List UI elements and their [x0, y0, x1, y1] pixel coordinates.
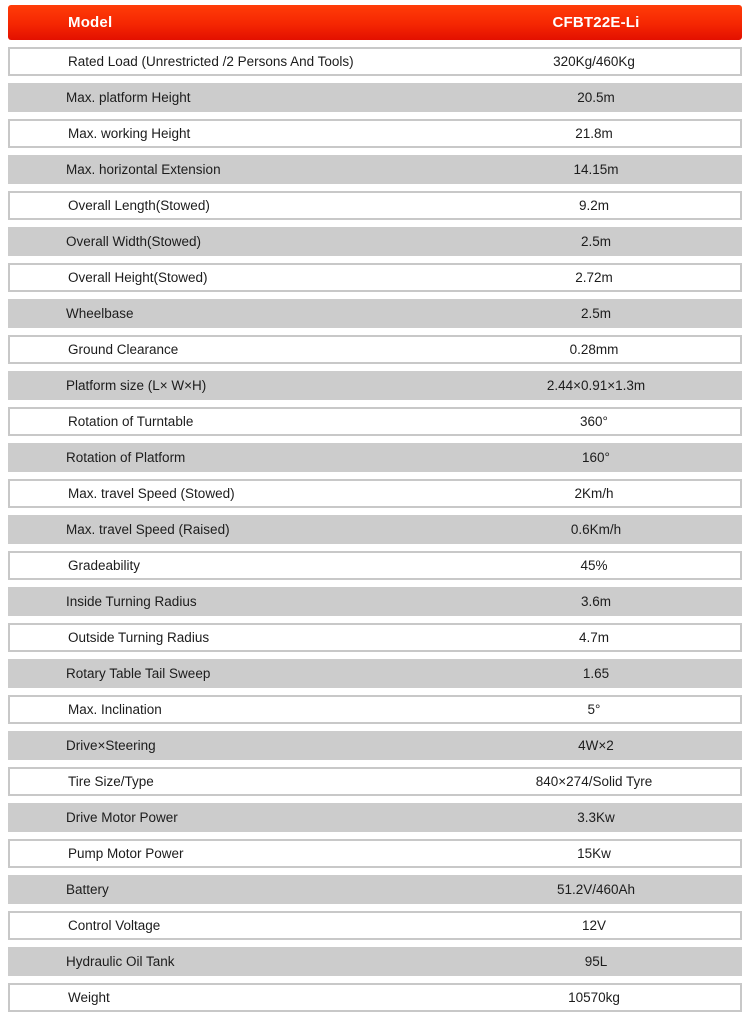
spec-label: Ground Clearance [68, 342, 179, 357]
spec-label: Wheelbase [66, 306, 134, 321]
spec-value: 20.5m [577, 90, 615, 105]
spec-row [8, 767, 742, 796]
spec-label: Max. working Height [68, 126, 191, 141]
spec-label: Control Voltage [68, 918, 161, 933]
model-header-label: Model [68, 14, 113, 31]
spec-row [8, 695, 742, 724]
spec-value: 51.2V/460Ah [556, 882, 636, 897]
spec-label: Drive Motor Power [66, 810, 178, 825]
spec-label: Rated Load (Unrestricted /2 Persons And Tools) [68, 54, 354, 69]
spec-row [8, 875, 742, 904]
spec-value: 320Kg/460Kg [553, 54, 635, 69]
spec-label: Gradeability [68, 558, 141, 573]
spec-row [8, 947, 742, 976]
spec-value: 0.28mm [569, 342, 619, 357]
spec-label: Max. Inclination [68, 702, 162, 717]
spec-value: 5° [587, 702, 601, 717]
spec-value: 2.5m [580, 306, 611, 321]
spec-value: 3.6m [580, 594, 611, 609]
spec-label: Overall Height(Stowed) [68, 270, 208, 285]
spec-row [8, 83, 742, 112]
spec-label: Outside Turning Radius [68, 630, 210, 645]
spec-value: 3.3Kw [577, 810, 615, 825]
spec-row [8, 371, 742, 400]
spec-value: 9.2m [578, 198, 609, 213]
spec-label: Weight [68, 990, 110, 1005]
model-header-value: CFBT22E-Li [552, 14, 640, 31]
spec-label: Max. travel Speed (Raised) [66, 522, 230, 537]
spec-row [8, 803, 742, 832]
spec-row [8, 551, 742, 580]
spec-value: 160° [582, 450, 610, 465]
spec-value: 14.15m [573, 162, 619, 177]
spec-label: Rotation of Platform [66, 450, 186, 465]
spec-value: 2.5m [580, 234, 611, 249]
spec-value: 15Kw [577, 846, 611, 861]
spec-value: 45% [580, 558, 608, 573]
spec-label: Rotary Table Tail Sweep [66, 666, 211, 681]
spec-row [8, 191, 742, 220]
spec-label: Overall Width(Stowed) [66, 234, 202, 249]
spec-label: Tire Size/Type [68, 774, 154, 789]
spec-value: 12V [581, 918, 607, 933]
spec-label: Overall Length(Stowed) [68, 198, 210, 213]
spec-value: 360° [580, 414, 608, 429]
spec-label: Max. platform Height [66, 90, 191, 105]
spec-row [8, 263, 742, 292]
spec-row [8, 515, 742, 544]
spec-label: Battery [66, 882, 109, 897]
spec-value: 4.7m [578, 630, 609, 645]
spec-row [8, 227, 742, 256]
spec-row [8, 119, 742, 148]
spec-label: Platform size (L× W×H) [66, 378, 207, 393]
spec-row [8, 839, 742, 868]
spec-row [8, 659, 742, 688]
spec-label: Pump Motor Power [68, 846, 184, 861]
spec-value: 0.6Km/h [570, 522, 622, 537]
spec-row [8, 623, 742, 652]
spec-label: Drive×Steering [66, 738, 156, 753]
spec-row [8, 731, 742, 760]
spec-value: 2.44×0.91×1.3m [546, 378, 646, 393]
spec-label: Inside Turning Radius [66, 594, 197, 609]
spec-value: 4W×2 [578, 738, 614, 753]
spec-row [8, 587, 742, 616]
spec-row [8, 443, 742, 472]
spec-row [8, 299, 742, 328]
spec-value: 21.8m [575, 126, 613, 141]
spec-rows [8, 47, 742, 1012]
spec-row [8, 911, 742, 940]
spec-row [8, 479, 742, 508]
spec-value: 840×274/Solid Tyre [535, 774, 653, 789]
table-header [8, 5, 742, 40]
spec-value: 1.65 [582, 666, 610, 681]
spec-row [8, 983, 742, 1012]
spec-label: Rotation of Turntable [68, 414, 194, 429]
spec-label: Hydraulic Oil Tank [66, 954, 175, 969]
spec-value: 2.72m [575, 270, 613, 285]
spec-value: 95L [584, 954, 608, 969]
spec-row [8, 335, 742, 364]
spec-label: Max. horizontal Extension [66, 162, 221, 177]
spec-row [8, 155, 742, 184]
spec-value: 10570kg [568, 990, 620, 1005]
spec-label: Max. travel Speed (Stowed) [68, 486, 235, 501]
spec-row [8, 47, 742, 76]
spec-value: 2Km/h [574, 486, 614, 501]
spec-row [8, 407, 742, 436]
